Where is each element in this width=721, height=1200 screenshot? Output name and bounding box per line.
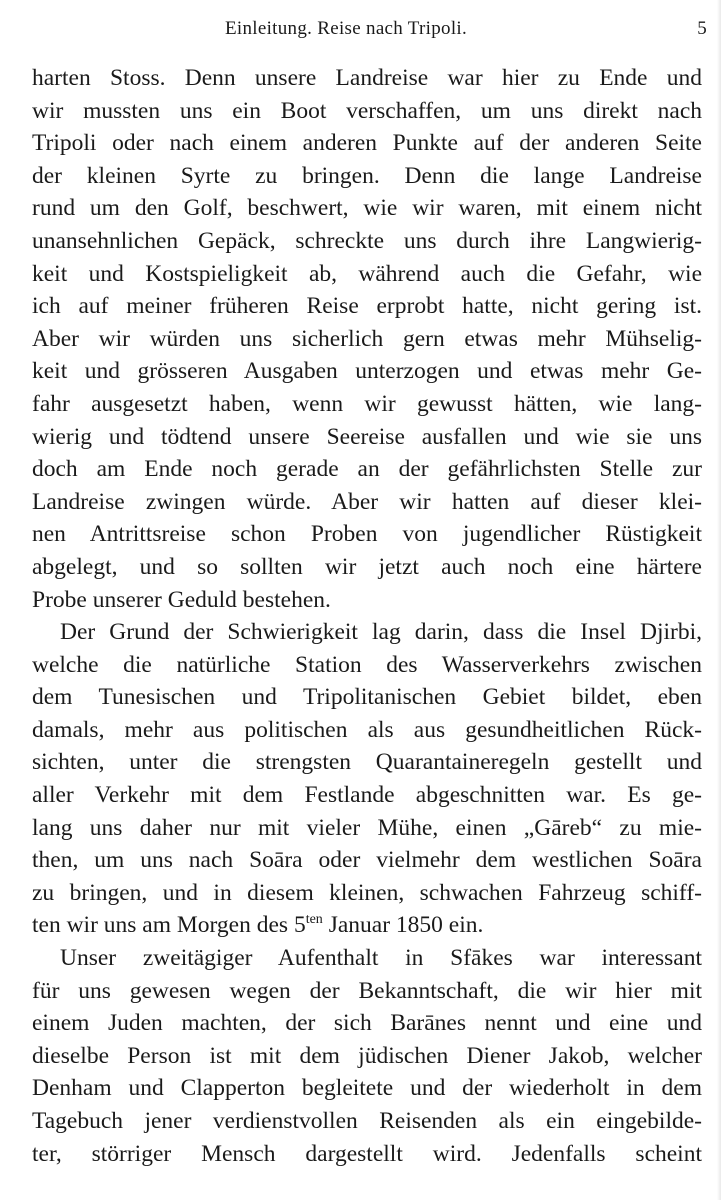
running-head	[0, 14, 721, 44]
text-line: dieselbe Person ist mit dem jüdischen Diener Jakob, welcher	[32, 1042, 702, 1069]
paragraph-1	[32, 62, 702, 616]
text-line: Probe unserer Geduld bestehen.	[32, 586, 331, 613]
text-line: abgelegt, und so sollten wir jetzt auch noch eine härtere	[32, 553, 702, 580]
text-line: Tagebuch jener verdienstvollen Reisenden als ein eingebilde-	[32, 1108, 702, 1134]
text-line: ich auf meiner früheren Reise erprobt hatte, nicht gering ist.	[32, 293, 702, 320]
text-line: nen Antrittsreise schon Proben von jugendlicher Rüstigkeit	[32, 521, 702, 548]
body-text	[32, 62, 702, 1170]
text-line: Aber wir würden uns sicherlich gern etwas mehr Mühselig-	[32, 325, 702, 352]
paragraph-2	[32, 616, 702, 942]
text-line: ter, störriger Mensch dargestellt wird. Jedenfalls scheint	[32, 1140, 702, 1167]
date-day-suffix: ten	[305, 912, 323, 928]
text-line: Der Grund der Schwierigkeit lag darin, dass die Insel Djirbi,	[60, 619, 702, 646]
text-line: keit und grösseren Ausgaben unterzogen und etwas mehr Ge-	[32, 358, 702, 385]
text-line: welche die natürliche Station des Wasserverkehrs zwischen	[32, 651, 702, 678]
text-line: dem Tunesischen und Tripolitanischen Gebiet bildet, eben	[32, 684, 702, 711]
text-line: zu bringen, und in diesem kleinen, schwachen Fahrzeug schiff-	[32, 879, 702, 906]
text-line: harten Stoss. Denn unsere Landreise war hier zu Ende und	[32, 65, 702, 91]
text-line: doch am Ende noch gerade an der gefährlichsten Stelle zur	[32, 456, 702, 483]
text-line: sichten, unter die strengsten Quarantaineregeln gestellt und	[32, 749, 702, 776]
text-line: lang uns daher nur mit vieler Mühe, einen „Gāreb“ zu mie-	[32, 814, 702, 841]
text-line: Tripoli oder nach einem anderen Punkte auf der anderen Seite	[32, 130, 702, 157]
page-number: 5	[697, 18, 707, 39]
date-line-after: Januar 1850 ein.	[322, 912, 484, 939]
text-line: Denham und Clapperton begleitete und der wiederholt in dem	[32, 1075, 702, 1102]
text-line: rund um den Golf, beschwert, wie wir waren, mit einem nicht	[32, 195, 702, 222]
text-line: für uns gewesen wegen der Bekanntschaft, die wir hier mit	[32, 977, 702, 1004]
paragraph-3	[32, 942, 702, 1170]
date-line-before: ten wir uns am Morgen des	[32, 912, 294, 939]
text-line: wierig und tödtend unsere Seereise ausfallen und wie sie uns	[32, 423, 702, 450]
text-line: wir mussten uns ein Boot verschaffen, um uns direkt nach	[32, 97, 702, 124]
text-line: Landreise zwingen würde. Aber wir hatten auf dieser klei-	[32, 488, 702, 515]
text-line: aller Verkehr mit dem Festlande abgeschnitten war. Es ge-	[32, 782, 702, 809]
text-line: fahr ausgesetzt haben, wenn wir gewusst hätten, wie lang-	[32, 390, 702, 417]
text-line: damals, mehr aus politischen als aus gesundheitlichen Rück-	[32, 716, 702, 743]
text-line: Unser zweitägiger Aufenthalt in Sfākes war interessant	[60, 945, 702, 972]
scan-edge	[717, 0, 721, 1200]
text-line: keit und Kostspieligkeit ab, während auch die Gefahr, wie	[32, 260, 702, 287]
date-day: 5	[293, 912, 306, 939]
date-line	[32, 909, 702, 942]
text-line: unansehnlichen Gepäck, schreckte uns durch ihre Langwierig-	[32, 227, 702, 254]
text-line: der kleinen Syrte zu bringen. Denn die lange Landreise	[32, 162, 702, 189]
running-title: Einleitung. Reise nach Tripoli.	[225, 18, 468, 39]
text-line: einem Juden machten, der sich Barānes nennt und eine und	[32, 1010, 702, 1037]
text-line: then, um uns nach Soāra oder vielmehr dem westlichen Soāra	[32, 847, 702, 874]
